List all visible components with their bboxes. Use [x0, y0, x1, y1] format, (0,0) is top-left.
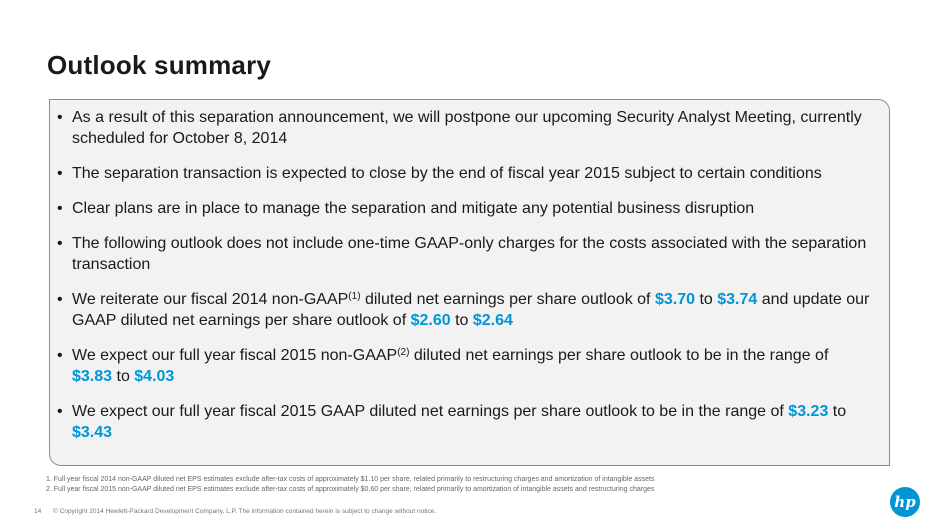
bullet-text: We expect our full year fiscal 2015 GAAP diluted net earnings per share outlook to be in the range of	[72, 403, 789, 420]
bullet-dot-icon: •	[57, 109, 63, 126]
bullet-text: to	[695, 291, 718, 308]
bullet-item	[57, 289, 871, 331]
bullet-dot-icon: •	[57, 235, 63, 252]
hp-logo-icon: hp	[890, 487, 920, 517]
eps-value: $2.64	[472, 312, 513, 329]
bullet-text: to	[828, 403, 847, 420]
eps-value: $2.60	[410, 312, 451, 329]
bullet-text: As a result of this separation announcement, we will postpone our upcoming Security Analyst Meeting, currently scheduled for October 8, 2014	[72, 109, 862, 147]
bullet-dot-icon: •	[57, 165, 63, 182]
bullet-text: to	[450, 312, 473, 329]
eps-value: $3.70	[654, 291, 695, 308]
footnote-2: 2. Full year fiscal 2015 non-GAAP diluted net EPS estimates exclude after-tax costs of approximately $0.60 per share, related primarily to amortization of intangible assets and restructuring charges	[46, 486, 655, 493]
bullet-text: The following outlook does not include one-time GAAP-only charges for the costs associated with the separation transaction	[72, 235, 867, 273]
footnotes	[46, 475, 654, 495]
eps-value: $3.43	[72, 424, 113, 441]
slide-footer	[34, 508, 436, 515]
bullet-text: We reiterate our fiscal 2014 non-GAAP	[72, 291, 349, 308]
bullet-item	[57, 345, 871, 387]
bullet-text: diluted net earnings per share outlook to be in the range of	[409, 347, 829, 364]
footnote-ref: (2)	[397, 347, 410, 358]
copyright-notice: © Copyright 2014 Hewlett-Packard Development Company, L.P. The information contained herein is subject to change without notice.	[53, 508, 437, 515]
bullet-item	[57, 163, 871, 184]
bullet-dot-icon: •	[57, 200, 63, 217]
bullet-item	[57, 401, 871, 443]
bullet-dot-icon: •	[57, 403, 63, 420]
footnote-ref: (1)	[348, 291, 361, 302]
outlook-panel	[49, 99, 890, 466]
page-number: 14	[34, 508, 42, 515]
bullet-dot-icon: •	[57, 291, 63, 308]
bullet-text: to	[112, 368, 135, 385]
bullet-text: We expect our full year fiscal 2015 non-GAAP	[72, 347, 398, 364]
bullet-dot-icon: •	[57, 347, 63, 364]
bullet-text: Clear plans are in place to manage the separation and mitigate any potential business disruption	[72, 200, 755, 217]
eps-value: $3.83	[72, 368, 113, 385]
page-title: Outlook summary	[47, 50, 272, 80]
bullet-item	[57, 198, 871, 219]
bullet-item	[57, 107, 871, 149]
eps-value: $3.74	[717, 291, 758, 308]
bullet-text: and update our GAAP diluted net earnings per share outlook of	[72, 291, 870, 329]
bullet-list	[50, 100, 889, 443]
eps-value: $3.23	[788, 403, 829, 420]
footnote-1: 1. Full year fiscal 2014 non-GAAP diluted net EPS estimates exclude after-tax costs of approximately $1.10 per share, related primarily to restructuring charges and amortization of intangible assets	[46, 476, 655, 483]
bullet-text: diluted net earnings per share outlook of	[360, 291, 655, 308]
bullet-item	[57, 233, 871, 275]
bullet-text: The separation transaction is expected to close by the end of fiscal year 2015 subject to certain conditions	[72, 165, 822, 182]
eps-value: $4.03	[134, 368, 175, 385]
